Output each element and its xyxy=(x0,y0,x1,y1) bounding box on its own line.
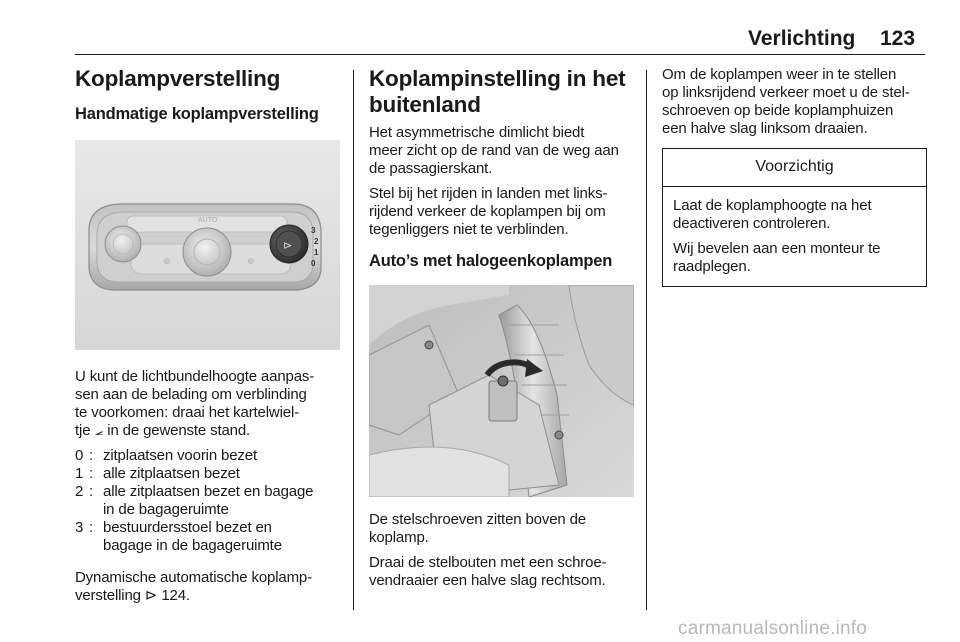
svg-text:⊕: ⊕ xyxy=(163,257,171,267)
svg-text:⊕: ⊕ xyxy=(247,257,255,267)
headlamp-control-figure xyxy=(75,140,340,350)
section-heading: Koplampinstelling in het buitenland xyxy=(369,66,626,117)
body-paragraph: Draai de stelbouten met een schroe- vendraaier een halve slag rechtsom. xyxy=(369,554,607,589)
list-item: 3 : bestuurdersstoel bezet en bagage in de bagageruimte xyxy=(75,519,282,554)
caution-text: Wij bevelen aan een monteur te raadplegen. xyxy=(673,240,881,275)
caution-title: Voorzichtig xyxy=(663,149,926,187)
page-header-title: Verlichting xyxy=(748,27,856,50)
dial-label-0: 0 xyxy=(311,259,316,268)
subsection-heading: Auto’s met halogeenkoplampen xyxy=(369,252,613,270)
page-number: 123 xyxy=(880,27,916,50)
caution-box xyxy=(662,148,927,287)
subsection-heading: Handmatige koplampverstelling xyxy=(75,105,319,123)
light-switch-panel-illustration xyxy=(75,140,340,350)
watermark: carmanualsonline.info xyxy=(678,618,868,639)
list-item: 2 : alle zitplaatsen bezet en bagage in de bagageruimte xyxy=(75,483,314,518)
column-1 xyxy=(75,62,340,605)
list-item: 1 : alle zitplaatsen bezet xyxy=(75,465,240,482)
caution-text: Laat de koplamphoogte na het deactiveren controleren. xyxy=(673,197,872,232)
column-3 xyxy=(662,62,927,287)
header-rule xyxy=(75,54,925,55)
section-heading: Koplampverstelling xyxy=(75,66,281,91)
halogen-headlamp-illustration xyxy=(369,285,634,497)
dial-label-1: 1 xyxy=(314,248,319,257)
column-divider-2 xyxy=(646,70,647,610)
dial-label-3: 3 xyxy=(311,226,316,235)
cross-reference-link[interactable]: verstelling ⊳ 124. xyxy=(75,587,190,604)
headlamp-adjuster-figure xyxy=(369,285,634,497)
body-paragraph: De stelschroeven zitten boven de koplamp. xyxy=(369,511,586,546)
dial-label-2: 2 xyxy=(314,237,319,246)
column-divider-1 xyxy=(353,70,354,610)
column-2 xyxy=(369,62,634,590)
body-paragraph: Om de koplampen weer in te stellen op linksrijdend verkeer moet u de stel- schroeven op beide koplamphuizen een halve slag linksom draaien. xyxy=(662,66,910,137)
auto-label: AUTO xyxy=(198,217,218,224)
list-item: 0 : zitplaatsen voorin bezet xyxy=(75,447,257,464)
body-paragraph: U kunt de lichtbundelhoogte aanpas- sen aan de belading om verblinding te voorkomen: draai het kartelwiel- tje ⦟ in de gewenste stand. xyxy=(75,368,315,439)
body-paragraph: Het asymmetrische dimlicht biedt meer zicht op de rand van de weg aan de passagierskant. xyxy=(369,124,619,177)
load-level-list xyxy=(75,447,340,555)
svg-text:⊳: ⊳ xyxy=(283,239,293,252)
body-paragraph: Dynamische automatische koplamp- verstelling ⊳ 124. xyxy=(75,569,312,604)
body-paragraph: Stel bij het rijden in landen met links- rijdend verkeer de koplampen bij om tegenliggers niet te verblinden. xyxy=(369,185,608,238)
